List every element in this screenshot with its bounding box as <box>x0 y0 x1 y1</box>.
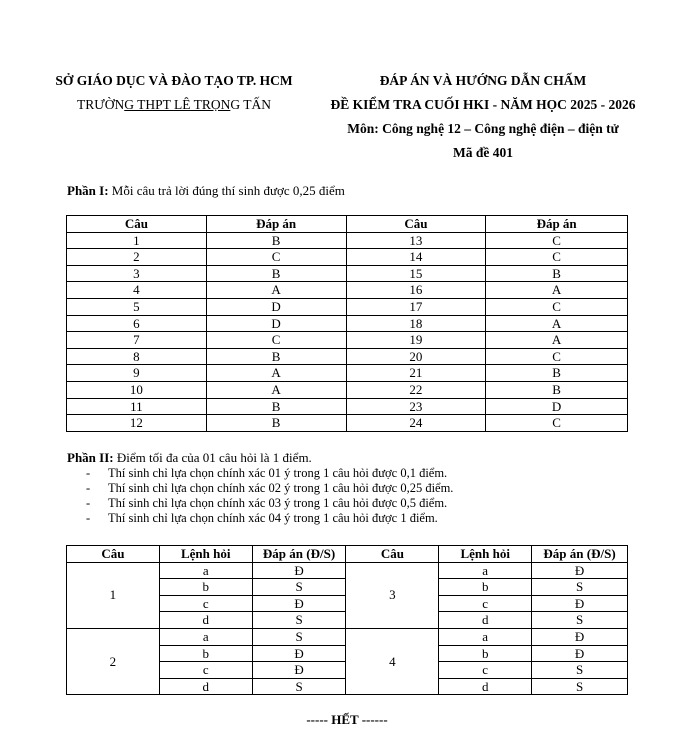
prompt-letter: c <box>439 595 532 612</box>
col-header-prompt: Lệnh hỏi <box>159 546 252 563</box>
table-row <box>67 628 628 645</box>
answer-value: S <box>532 579 628 596</box>
prompt-letter: c <box>439 662 532 679</box>
answer-value: B <box>486 365 628 382</box>
question-number: 1 <box>67 562 160 628</box>
answer-value: A <box>486 315 628 332</box>
question-number: 5 <box>67 298 207 315</box>
answer-value: Đ <box>252 645 346 662</box>
part1-heading <box>67 183 345 199</box>
answer-value: A <box>206 381 346 398</box>
answer-value: B <box>206 415 346 432</box>
bullet-item <box>86 511 453 526</box>
col-header-answer: Đáp án <box>486 216 628 233</box>
school-name-underlined: G THPT LÊ TRỌN <box>124 97 231 112</box>
question-number: 22 <box>346 381 486 398</box>
answer-value: Đ <box>532 595 628 612</box>
department-name: SỞ GIÁO DỤC VÀ ĐÀO TẠO TP. HCM <box>55 73 293 88</box>
answer-value: B <box>486 265 628 282</box>
answer-value: C <box>486 415 628 432</box>
table-row <box>67 415 628 432</box>
answer-value: D <box>206 298 346 315</box>
doc-title: ĐÁP ÁN VÀ HƯỚNG DẪN CHẤM <box>379 73 587 88</box>
bullet-text: Thí sinh chỉ lựa chọn chính xác 04 ý trong 1 câu hỏi được 1 điểm. <box>108 511 438 525</box>
bullet-dash: - <box>86 496 91 510</box>
answer-value: B <box>206 348 346 365</box>
answer-value: Đ <box>252 662 346 679</box>
question-number: 4 <box>346 628 439 694</box>
bullet-item <box>86 481 453 496</box>
answer-value: B <box>206 265 346 282</box>
bullet-text: Thí sinh chỉ lựa chọn chính xác 02 ý trong 1 câu hỏi được 0,25 điểm. <box>108 481 454 495</box>
table-row <box>67 282 628 299</box>
question-number: 6 <box>67 315 207 332</box>
answer-value: S <box>532 612 628 629</box>
prompt-letter: a <box>159 628 252 645</box>
prompt-letter: b <box>159 645 252 662</box>
bullet-text: Thí sinh chỉ lựa chọn chính xác 03 ý trong 1 câu hỏi được 0,5 điểm. <box>108 496 448 510</box>
col-header-question: Câu <box>346 216 486 233</box>
table-row <box>67 365 628 382</box>
prompt-letter: a <box>159 562 252 579</box>
table-row <box>67 348 628 365</box>
col-header-question: Câu <box>67 546 160 563</box>
table-row <box>67 265 628 282</box>
exam-code: Mã đề 401 <box>453 145 513 160</box>
question-number: 4 <box>67 282 207 299</box>
answer-value: C <box>206 249 346 266</box>
answer-value: S <box>252 612 346 629</box>
answer-value: S <box>532 662 628 679</box>
part1-text: Mỗi câu trả lời đúng thí sinh được 0,25 điểm <box>108 183 345 198</box>
answer-value: S <box>252 628 346 645</box>
answer-value: D <box>486 398 628 415</box>
subject-title: Môn: Công nghệ 12 – Công nghệ điện – điện tử <box>347 121 619 136</box>
answer-value: D <box>206 315 346 332</box>
question-number: 13 <box>346 232 486 249</box>
school-name <box>48 97 300 113</box>
question-number: 23 <box>346 398 486 415</box>
answer-value: Đ <box>532 628 628 645</box>
answer-value: C <box>486 348 628 365</box>
col-header-question: Câu <box>67 216 207 233</box>
bullet-dash: - <box>86 511 91 525</box>
table-row <box>67 398 628 415</box>
bullet-item <box>86 496 453 511</box>
question-number: 11 <box>67 398 207 415</box>
answer-value: B <box>206 398 346 415</box>
answer-value: S <box>532 678 628 695</box>
prompt-letter: d <box>439 612 532 629</box>
answer-value: B <box>486 381 628 398</box>
question-number: 7 <box>67 332 207 349</box>
answer-value: A <box>486 282 628 299</box>
part2-answer-table <box>66 545 628 695</box>
prompt-letter: a <box>439 562 532 579</box>
question-number: 19 <box>346 332 486 349</box>
answer-value: A <box>206 282 346 299</box>
table-header-row <box>67 546 628 563</box>
exam-title: ĐỀ KIỂM TRA CUỐI HKI - NĂM HỌC 2025 - 2026 <box>330 97 636 112</box>
answer-value: C <box>206 332 346 349</box>
answer-value: C <box>486 232 628 249</box>
end-marker: ----- HẾT ------ <box>306 712 388 727</box>
answer-value: C <box>486 298 628 315</box>
answer-value: Đ <box>532 562 628 579</box>
table-row <box>67 381 628 398</box>
bullet-item <box>86 466 453 481</box>
question-number: 15 <box>346 265 486 282</box>
col-header-answer: Đáp án (Đ/S) <box>532 546 628 563</box>
prompt-letter: b <box>159 579 252 596</box>
part1-title: Phần I: <box>67 183 109 198</box>
question-number: 9 <box>67 365 207 382</box>
question-number: 1 <box>67 232 207 249</box>
question-number: 12 <box>67 415 207 432</box>
bullet-text: Thí sinh chỉ lựa chọn chính xác 01 ý trong 1 câu hỏi được 0,1 điểm. <box>108 466 448 480</box>
bullet-dash: - <box>86 481 91 495</box>
question-number: 3 <box>346 562 439 628</box>
table-header-row <box>67 216 628 233</box>
part2-text: Điểm tối đa của 01 câu hỏi là 1 điểm. <box>113 450 312 465</box>
question-number: 10 <box>67 381 207 398</box>
prompt-letter: c <box>159 662 252 679</box>
col-header-prompt: Lệnh hỏi <box>439 546 532 563</box>
table-row <box>67 332 628 349</box>
answer-value: S <box>252 678 346 695</box>
part2-bullets <box>86 466 453 526</box>
answer-value: Đ <box>252 595 346 612</box>
prompt-letter: b <box>439 579 532 596</box>
answer-value: Đ <box>252 562 346 579</box>
prompt-letter: c <box>159 595 252 612</box>
question-number: 24 <box>346 415 486 432</box>
prompt-letter: a <box>439 628 532 645</box>
answer-value: S <box>252 579 346 596</box>
prompt-letter: d <box>159 678 252 695</box>
question-number: 8 <box>67 348 207 365</box>
table-row <box>67 232 628 249</box>
part1-answer-table <box>66 215 628 432</box>
answer-value: C <box>486 249 628 266</box>
school-name-prefix: TRƯỜN <box>76 97 125 112</box>
question-number: 14 <box>346 249 486 266</box>
question-number: 18 <box>346 315 486 332</box>
answer-value: Đ <box>532 645 628 662</box>
bullet-dash: - <box>86 466 91 480</box>
part2-heading <box>67 450 312 466</box>
answer-value: A <box>486 332 628 349</box>
question-number: 21 <box>346 365 486 382</box>
question-number: 2 <box>67 249 207 266</box>
col-header-question: Câu <box>346 546 439 563</box>
prompt-letter: b <box>439 645 532 662</box>
answer-value: B <box>206 232 346 249</box>
school-name-suffix: G TẤN <box>230 97 271 112</box>
question-number: 17 <box>346 298 486 315</box>
prompt-letter: d <box>159 612 252 629</box>
answer-value: A <box>206 365 346 382</box>
col-header-answer: Đáp án <box>206 216 346 233</box>
col-header-answer: Đáp án (Đ/S) <box>252 546 346 563</box>
table-row <box>67 562 628 579</box>
question-number: 20 <box>346 348 486 365</box>
table-row <box>67 249 628 266</box>
prompt-letter: d <box>439 678 532 695</box>
table-row <box>67 315 628 332</box>
question-number: 2 <box>67 628 160 694</box>
table-row <box>67 298 628 315</box>
part2-title: Phần II: <box>67 450 114 465</box>
question-number: 3 <box>67 265 207 282</box>
question-number: 16 <box>346 282 486 299</box>
